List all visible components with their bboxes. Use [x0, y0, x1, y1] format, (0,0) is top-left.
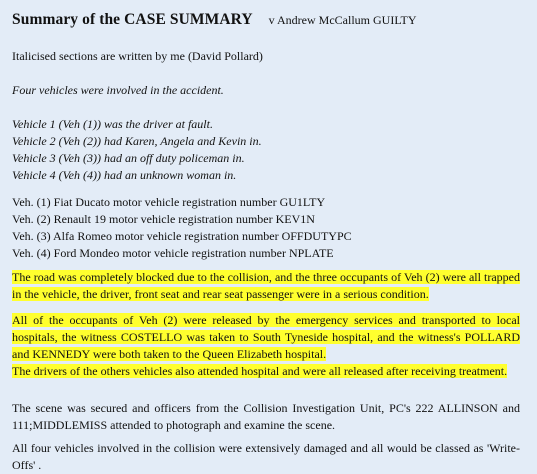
vehicles-intro: Four vehicles were involved in the accident. [12, 83, 224, 97]
scene-paragraph: The scene was secured and officers from the Collision Investigation Unit, PC's 222 ALLINSON and 111;MIDDLEMISS attended to photograph and examine the scene. [12, 401, 520, 432]
highlight-text-2b: The drivers of the others vehicles also attended hospital and were all released after receiving treatment. [12, 364, 508, 378]
damage-paragraph: All four vehicles involved in the collision were extensively damaged and all would be classed as 'Write-Offs' . [12, 441, 520, 472]
highlight-text-2a: All of the occupants of Veh (2) were released by the emergency services and transported to local hospitals, the witness COSTELLO was taken to South Tyneside hospital, and the witness's POLLARD and KENNEDY were both taken to the Queen Elizabeth hospital. [12, 313, 520, 361]
vehicle-detail-3: Veh. (3) Alfa Romeo motor vehicle registration number OFFDUTYPC [12, 229, 352, 243]
author-note: Italicised sections are written by me (David Pollard) [12, 49, 263, 63]
case-verdict: v Andrew McCallum GUILTY [268, 13, 417, 27]
highlight-paragraph-2 [12, 312, 520, 380]
vehicle-detail-2: Veh. (2) Renault 19 motor vehicle registration number KEV1N [12, 212, 315, 226]
vehicle-detail-1: Veh. (1) Fiat Ducato motor vehicle registration number GU1LTY [12, 195, 326, 209]
highlight-paragraph-1 [12, 269, 520, 303]
vehicle-role-1: Vehicle 1 (Veh (1)) was the driver at fault. [12, 117, 213, 131]
vehicle-role-2: Vehicle 2 (Veh (2)) had Karen, Angela and Kevin in. [12, 134, 262, 148]
document-title-line [12, 11, 417, 29]
vehicle-detail-4: Veh. (4) Ford Mondeo motor vehicle registration number NPLATE [12, 246, 334, 260]
document-title: Summary of the CASE SUMMARY [12, 11, 253, 28]
vehicle-role-4: Vehicle 4 (Veh (4)) had an unknown woman in. [12, 168, 237, 182]
vehicle-role-3: Vehicle 3 (Veh (3)) had an off duty policeman in. [12, 151, 245, 165]
highlight-text-1: The road was completely blocked due to the collision, and the three occupants of Veh (2) were all trapped in the vehicle, the driver, front seat and rear seat passenger were in a serious condition. [12, 270, 520, 301]
